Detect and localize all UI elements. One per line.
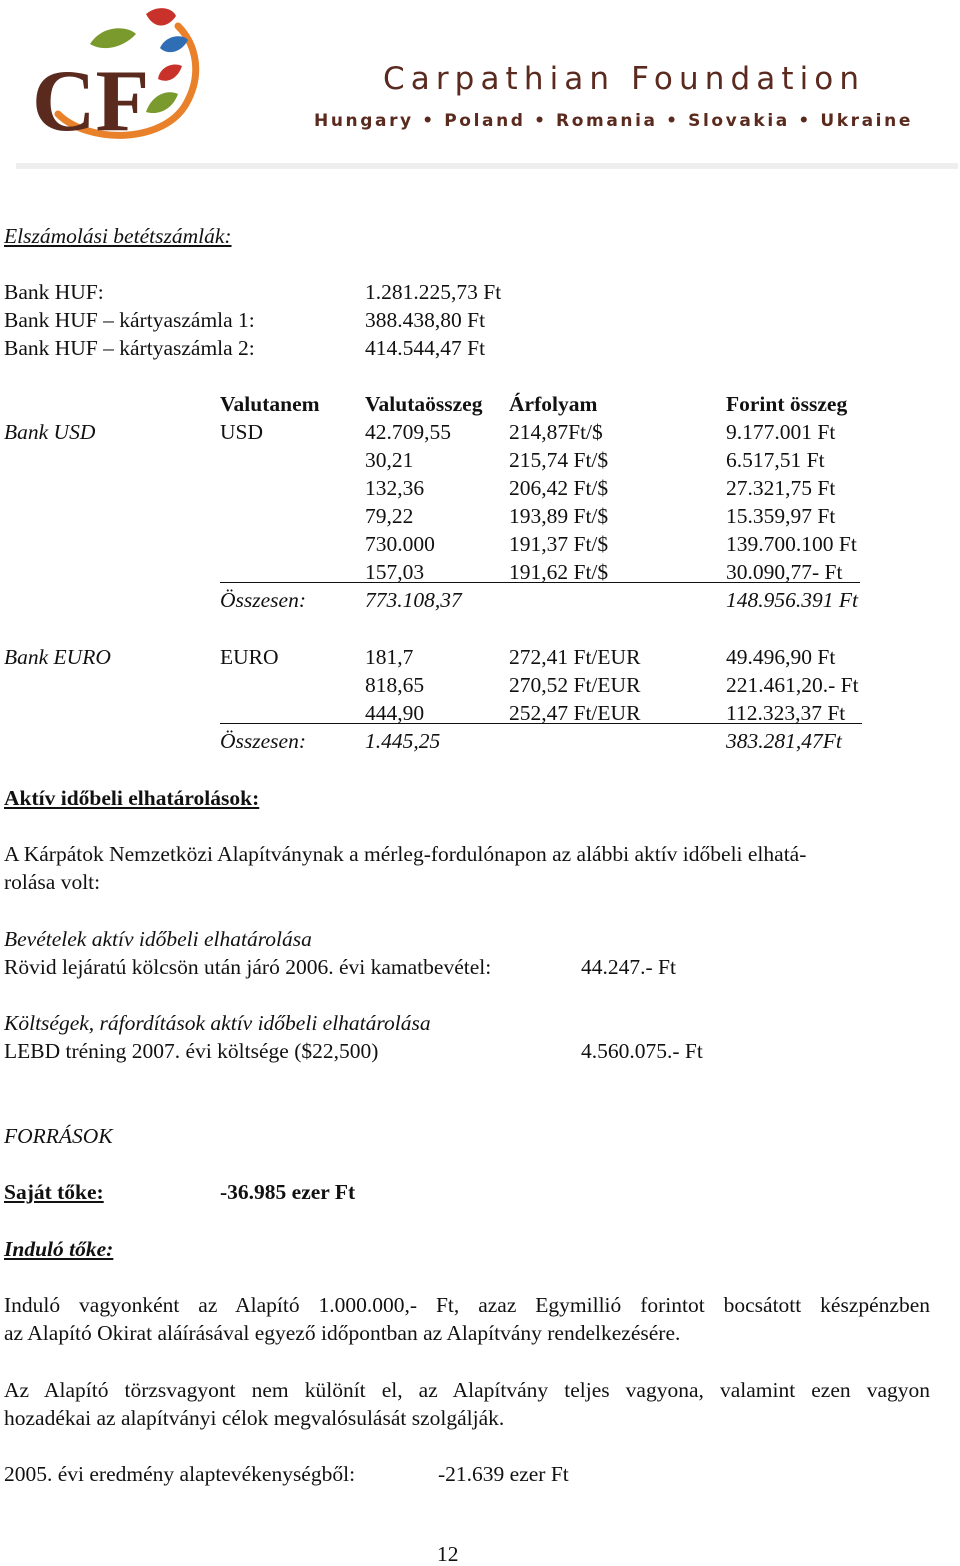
account-label: Bank HUF – kártyaszámla 1: — [4, 308, 255, 332]
logo-leaf-blue — [160, 36, 188, 52]
usd-total-label: Összesen: — [220, 588, 306, 612]
logo-letters: CF — [32, 53, 150, 144]
foundation-name: Carpathian Foundation — [383, 61, 866, 97]
table-cell-rate: 270,52 Ft/EUR — [509, 673, 641, 697]
account-label: Bank HUF: — [4, 280, 104, 304]
cost-accrual-value: 4.560.075.- Ft — [581, 1039, 703, 1063]
eur-total-label: Összesen: — [220, 729, 306, 753]
table-cell-amount: 30,21 — [365, 448, 414, 472]
income-accrual-label: Rövid lejáratú kölcsön után járó 2006. évi kamatbevétel: — [4, 955, 492, 979]
usd-subtotal-rule — [220, 582, 860, 583]
table-cell-huf: 6.517,51 Ft — [726, 448, 825, 472]
eur-subtotal-rule — [220, 723, 862, 724]
cost-accrual-title: Költségek, ráfordítások aktív időbeli elhatárolása — [4, 1011, 431, 1035]
table-cell-amount: 181,7 — [365, 645, 414, 669]
carpathian-foundation-logo — [28, 4, 213, 144]
table-cell-huf: 27.321,75 Ft — [726, 476, 836, 500]
account-value: 388.438,80 Ft — [365, 308, 486, 332]
initial-capital-paragraph-line: Induló vagyonként az Alapító 1.000.000,- Ft, azaz Egymillió forintot bocsátott készpénzben — [4, 1293, 930, 1317]
table-cell-huf: 30.090,77- Ft — [726, 560, 843, 584]
initial-capital-heading: Induló tőke: — [4, 1237, 114, 1261]
result-label: 2005. évi eredmény alaptevékenységből: — [4, 1462, 356, 1486]
table-cell-rate: 214,87Ft/$ — [509, 420, 603, 444]
account-value: 1.281.225,73 Ft — [365, 280, 502, 304]
table-cell-rate: 252,47 Ft/EUR — [509, 701, 641, 725]
bank-usd-label: Bank USD — [4, 420, 96, 444]
logo-leaf-red-2 — [158, 65, 182, 81]
table-cell-amount: 42.709,55 — [365, 420, 451, 444]
table-cell-huf: 139.700.100 Ft — [726, 532, 857, 556]
table-cell-huf: 221.461,20.- Ft — [726, 673, 859, 697]
eur-total-amount: 1.445,25 — [365, 729, 441, 753]
assets-paragraph-line: Az Alapító törzsvagyont nem különít el, az Alapítvány teljes vagyona, valamint ezen vagyon — [4, 1378, 930, 1402]
table-cell-huf: 9.177.001 Ft — [726, 420, 836, 444]
table-cell-rate: 206,42 Ft/$ — [509, 476, 609, 500]
eur-currency: EURO — [220, 645, 279, 669]
usd-currency: USD — [220, 420, 264, 444]
table-cell-amount: 730.000 — [365, 532, 435, 556]
foundation-countries: Hungary • Poland • Romania • Slovakia • Ukraine — [314, 111, 913, 131]
logo-leaf-red — [146, 8, 176, 25]
table-cell-amount: 79,22 — [365, 504, 414, 528]
column-header-currency: Valutanem — [220, 392, 320, 416]
column-header-huf: Forint összeg — [726, 392, 848, 416]
cost-accrual-label: LEBD tréning 2007. évi költsége ($22,500) — [4, 1039, 379, 1063]
assets-paragraph-line: hozadékai az alapítványi célok megvalósulását szolgálják. — [4, 1406, 505, 1430]
table-cell-rate: 191,37 Ft/$ — [509, 532, 609, 556]
equity-label: Saját tőke: — [4, 1180, 104, 1204]
table-cell-rate: 272,41 Ft/EUR — [509, 645, 641, 669]
account-label: Bank HUF – kártyaszámla 2: — [4, 336, 255, 360]
table-cell-huf: 112.323,37 Ft — [726, 701, 846, 725]
accruals-intro-line: rolása volt: — [4, 870, 101, 894]
account-value: 414.544,47 Ft — [365, 336, 486, 360]
logo-leaf-green — [90, 28, 136, 48]
table-cell-amount: 444,90 — [365, 701, 425, 725]
bank-euro-label: Bank EURO — [4, 645, 111, 669]
accruals-heading: Aktív időbeli elhatárolások: — [4, 786, 260, 810]
logo-leaf-green-2 — [146, 92, 178, 113]
equity-value: -36.985 ezer Ft — [220, 1180, 356, 1204]
page-number: 12 — [437, 1542, 459, 1566]
initial-capital-paragraph-line: az Alapító Okirat aláírásával egyező időpontban az Alapítvány rendelkezésére. — [4, 1321, 681, 1345]
table-cell-amount: 132,36 — [365, 476, 425, 500]
table-cell-amount: 157,03 — [365, 560, 425, 584]
column-header-amount: Valutaösszeg — [365, 392, 483, 416]
income-accrual-title: Bevételek aktív időbeli elhatárolása — [4, 927, 312, 951]
usd-total-amount: 773.108,37 — [365, 588, 462, 612]
income-accrual-value: 44.247.- Ft — [581, 955, 676, 979]
accruals-intro-line: A Kárpátok Nemzetközi Alapítványnak a mérleg-fordulónapon az alábbi aktív időbeli elhatá- — [4, 842, 807, 866]
table-cell-huf: 15.359,97 Ft — [726, 504, 836, 528]
table-cell-rate: 193,89 Ft/$ — [509, 504, 609, 528]
eur-total-huf: 383.281,47Ft — [726, 729, 842, 753]
result-value: -21.639 ezer Ft — [438, 1462, 569, 1486]
usd-total-huf: 148.956.391 Ft — [726, 588, 858, 612]
column-header-rate: Árfolyam — [509, 392, 598, 416]
table-cell-amount: 818,65 — [365, 673, 425, 697]
table-cell-huf: 49.496,90 Ft — [726, 645, 836, 669]
table-cell-rate: 191,62 Ft/$ — [509, 560, 609, 584]
table-cell-rate: 215,74 Ft/$ — [509, 448, 609, 472]
clearing-accounts-heading: Elszámolási betétszámlák: — [4, 224, 232, 248]
sources-heading: FORRÁSOK — [4, 1124, 113, 1148]
header-divider — [16, 163, 958, 169]
